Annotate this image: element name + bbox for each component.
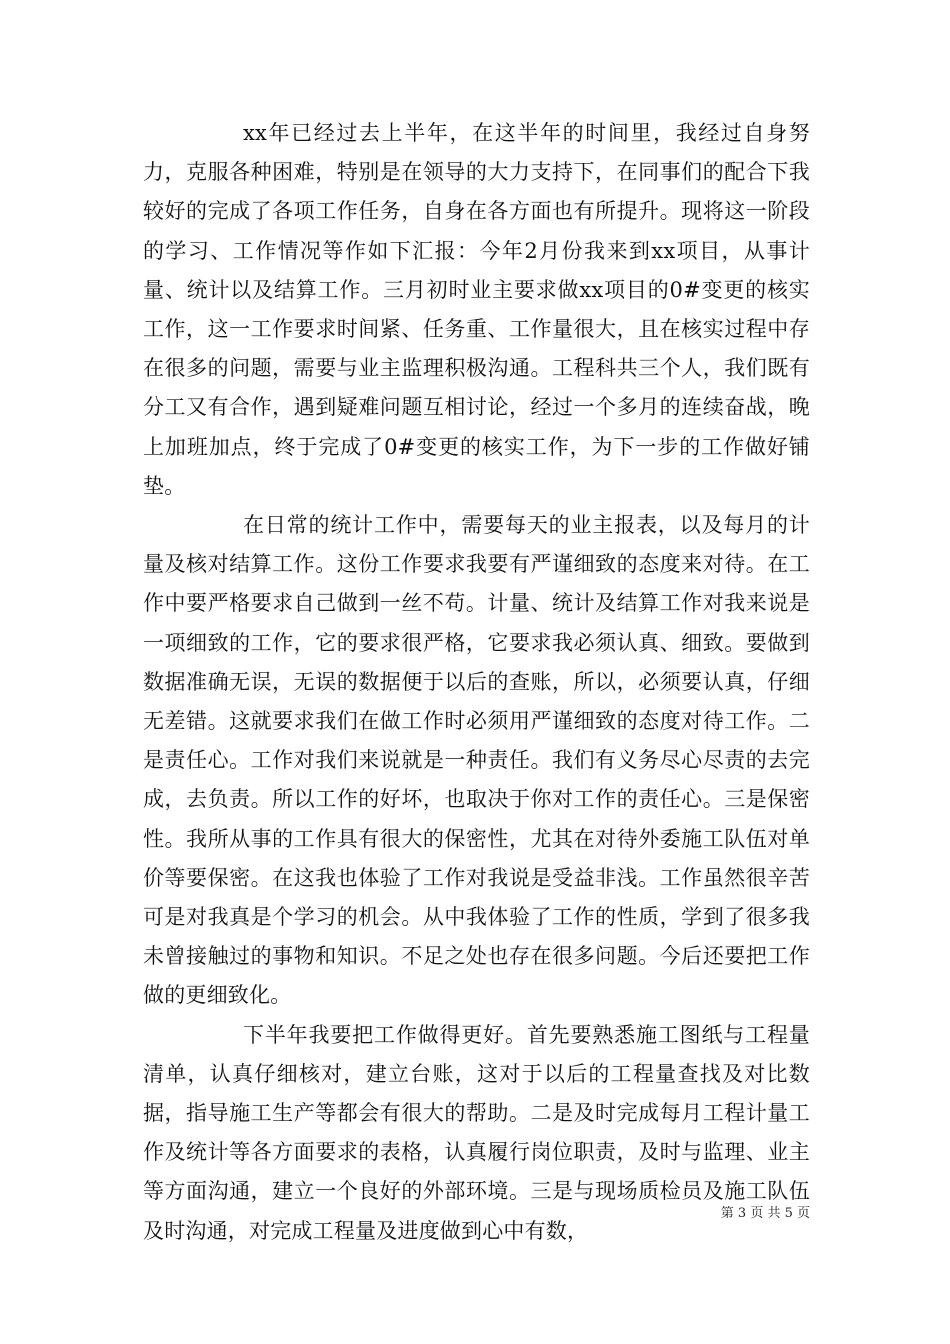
paragraph-second-half-plan: 下半年我要把工作做得更好。首先要熟悉施工图纸与工程量清单，认真仔细核对，建立台账，这对于以后的工程量查找及对比数据，指导施工生产等都会有很大的帮助。二是及时完成每月工程计量工作及统计等各方面要求的表格，认真履行岗位职责，及时与监理、业主等方面沟通，建立一个良好的外部环境。三是与现场质检员及施工队伍及时沟通，对完成工程量及进度做到心中有数， [143, 1022, 810, 1243]
page-number-footer: 第 3 页 共 5 页 [720, 1206, 810, 1221]
document-body [143, 114, 810, 1251]
paragraph-first-half-review: xx年已经过去上半年，在这半年的时间里，我经过自身努力，克服各种困难，特别是在领导的大力支持下，在同事们的配合下我较好的完成了各项工作任务，自身在各方面也有所提升。现将这一阶段的学习、工作情况等作如下汇报：今年2月份我来到xx项目，从事计量、统计以及结算工作。三月初时业主要求做xx项目的0#变更的核实工作，这一工作要求时间紧、任务重、工作量很大，且在核实过程中存在很多的问题，需要与业主监理积极沟通。工程科共三个人，我们既有分工又有合作，遇到疑难问题互相讨论，经过一个多月的连续奋战，晚上加班加点，终于完成了0#变更的核实工作，为下一步的工作做好铺垫。 [143, 121, 810, 498]
paragraph-daily-statistics: 在日常的统计工作中，需要每天的业主报表，以及每月的计量及核对结算工作。这份工作要求我要有严谨细致的态度来对待。在工作中要严格要求自己做到一丝不苟。计量、统计及结算工作对我来说是一项细致的工作，它的要求很严格，它要求我必须认真、细致。要做到数据准确无误，无误的数据便于以后的查账，所以，必须要认真，仔细无差错。这就要求我们在做工作时必须用严谨细致的态度对待工作。二是责任心。工作对我们来说就是一种责任。我们有义务尽心尽责的去完成，去负责。所以工作的好坏，也取决于你对工作的责任心。三是保密性。我所从事的工作具有很大的保密性，尤其在对待外委施工队伍对单价等要保密。在这我也体验了工作对我说是受益非浅。工作虽然很辛苦可是对我真是个学习的机会。从中我体验了工作的性质，学到了很多我未曾接触过的事物和知识。不足之处也存在很多问题。今后还要把工作做的更细致化。 [143, 513, 810, 1008]
